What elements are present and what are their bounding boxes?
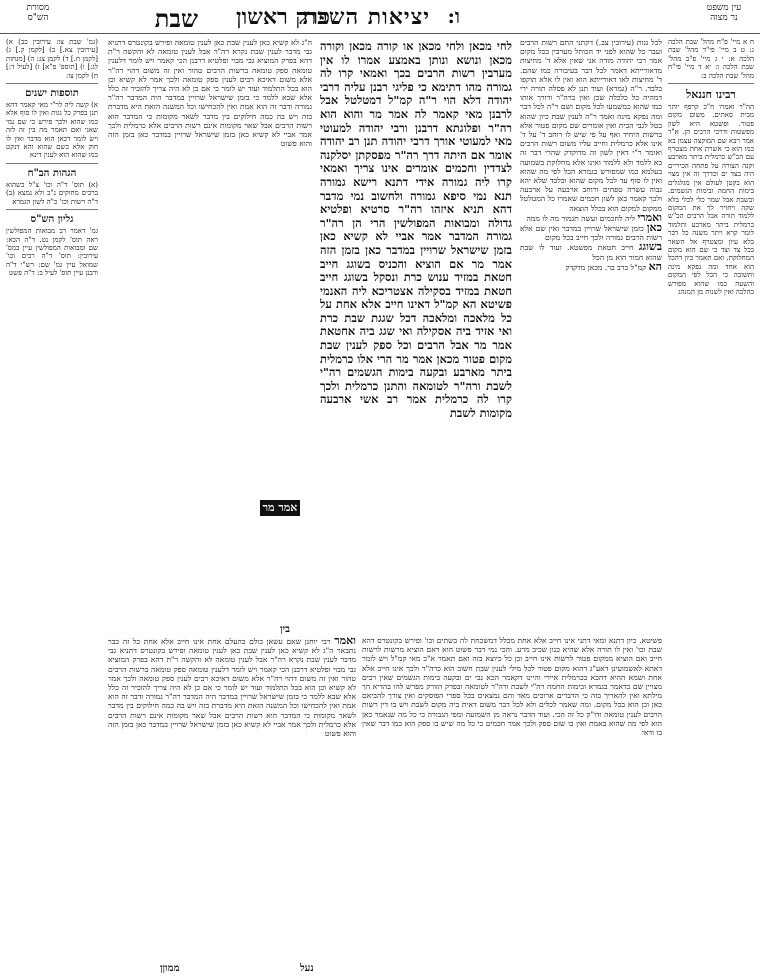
divider bbox=[668, 83, 754, 84]
chapter-name: יציאות השבת bbox=[302, 4, 430, 30]
catchword-right: נעל bbox=[300, 963, 314, 974]
ein-mishpat-text: ח א מיי' פ"ח מהל' שבת הלכה ג: ט ב מיי' פי"ד מהל' שבת הלכה א: י ג מיי' פ"ב מהל' שבת הלכה ו: יא ד מיי' פי"ח מהל' שבת הלכה ב: bbox=[668, 38, 754, 80]
gilyon-hashas-title: גליון הש"ס bbox=[30, 214, 74, 226]
lead-word: הא bbox=[648, 259, 662, 273]
inner-commentary-column bbox=[520, 38, 662, 626]
hagahot-habach-title: הגהות הב"ח bbox=[27, 167, 77, 179]
gilyon-hashas-text: גמ' דאמר רב מבואות המפולשין ראה תוס' לקמן נט. ד"ה הכא: שם ומבואות המפולשין עיין במס' עירובין: תוס' ד"ה רבים וכו' שמואל עיין גמ' שם: רש"י ד"ה ורבנן עיין תוס' לעיל ב: ד"ה פשט bbox=[6, 227, 98, 278]
tosafot-yeshanim-text: א) קשה ליה לר"י מאי קאמר דהא תנן בפרק כל גגות ואין לו סוף אלא כמו שהוא ולכך פירש כי שם נמי שאני ואם תאמר מה בין זה לזה ויש לומר דכאן הוא מדבר ואין לו חוק אלא כשם שהוא והא דנקט כמו שהוא הוא לענין דינא bbox=[6, 101, 98, 160]
lead-word: ואמר bbox=[334, 636, 356, 647]
header-rule bbox=[0, 33, 760, 34]
tractate-name: שבת bbox=[154, 4, 198, 33]
tosafot-upper-text: ה"ג לא קשיא כאן לענין שבת כאן לענין טומאה ופירש בקונטרס דתניא גבי מדבר לענין שבת נקרא רה"ר אבל לענין טומאה לא והקשה ר"ת דהא בפרק המוציא גבי מבוי ופלטיא דרבנן הכי קאמר ויש לומר דלענין טומאה ספק טומאה ברשות הרבים טהור ואין זה משום דהוי רה"ר אלא משום דאיכא רבים לענין ספק טומאה ולכך אמר לא קשיא וכן הוא בכל התלמוד ועוד יש לומר כי אם כן לא היה צריך להזכיר זה כלל אלא שבא ללמד כי בזמן שישראל שרויין במדבר היה המדבר רה"ר גמורה ודבר זה הוא אמת ואין להכחישו וכל המשנה הזאת היא מדברת בזה ויש בה כמה חילוקים בין מדבר לשאר מקומות כי המדבר הוא רשות הרבים אבל שאר מקומות אינם רשות הרבים אלא כרמלית ולכך אמר אביי לא קשיא כאן בזמן שישראל שרויין במדבר כאן בזמן הזה והוא פשוט bbox=[108, 38, 312, 149]
lower-right-commentary bbox=[362, 636, 662, 966]
page-header bbox=[0, 2, 760, 33]
divider bbox=[6, 209, 98, 210]
right-margin-column bbox=[668, 38, 754, 968]
divider bbox=[6, 163, 98, 164]
mesorat-hashas-text: (גמ' שבת צו: עירובין כב) א) [עירובין צא.] ב) [לקמן ק.] ג) [לקמן ח.] ד) לקמן צג: ה) [מנחות לג:] ו) [תוספ' פ"א] ז) [לעיל ד:] ח) לקמן צו: bbox=[6, 38, 98, 80]
lower-left-commentary-text: ואמר רבי יוחנן שאם עשאן כולם בהעלם אחת אינו חייב אלא אחת כל זה כבר נתבאר ה"ג לא קשיא כאן לענין שבת כאן לענין טומאה ופירש בקונטרס דתניא גבי מדבר לענין שבת נקרא רה"ר אבל לענין טומאה לא והקשה ר"ת דהא בפרק המוציא גבי מבוי ופלטיא דרבנן הכי קאמר ויש לומר דלענין טומאה ספק טומאה ברשות הרבים טהור ואין זה משום דהוי רה"ר אלא משום דאיכא רבים לענין ספק טומאה ולכך אמר לא קשיא וכן הוא בכל התלמוד ועוד יש לומר כי אם כן לא היה צריך להזכיר זה כלל אלא שבא ללמד כי בזמן שישראל שרויין במדבר היה המדבר רה"ר גמורה ודבר זה הוא אמת ואין להכחישו וכל המשנה הזאת היא מדברת בזה ויש בה כמה חילוקים בין מדבר לשאר מקומות כי המדבר הוא רשות הרבים אבל שאר מקומות אינם רשות הרבים אלא כרמלית ולכך אמר אביי לא קשיא כאן בזמן שישראל שרויין במדבר כאן בזמן הזה והוא פשוט bbox=[108, 636, 356, 739]
lead-word: בשוגג bbox=[638, 240, 662, 254]
lower-left-commentary bbox=[108, 636, 356, 966]
page-number: ו: bbox=[447, 4, 460, 28]
hagahot-habach-text: (א) תוס' ד"ה וכו' צ"ל כשהוא ברבים מחוקים נ"ב ולא נמצא (ב) ד"ה רשות וכו' כ"ה לשון הגמרא bbox=[6, 180, 98, 206]
catchword-left: ממוןן bbox=[160, 963, 180, 974]
rabbeinu-chananel-text: הה"ר ואמרו ח"כ קרפף יותר מבית סאתים. משום מקום פטור. ופשטא היא לשון מפשטות ודרכי הרבים הן. א"ר אמר רבא שם המוקצה עצמן בא כמו הוא כי אשרת אחת מצטרף עם הכ"ש כרמלית ביתר מארבע וקנה הצורה על פתחה הכיריים היה בצד ים וכדרך זה אין מצוי הוא בקטן לעולם אין מגלגלים בימות החמה ובימות הגשמים. ובשבת אבל שמר כלי לכלי בלא שקה ויחזיר לך את המקום ללמוד תורה אבל הרבים הכ"ש כרמלית ביתר מארבע ותלמוד לומר קרא ויתר משנה כל דבר בלא עיון ומצטרף אל השאר בכל צד וצד כי שם הוא מקום המחלוקת. ואם תאמר כיון דהכל הוא אחד ומה נפקא מינה ותשובה כי הכל לפי המקום והשעה כמו שהוא מפורש בהלכה ואין לשנות מן המנהג bbox=[668, 103, 754, 296]
tosafot-yeshanim-title: תוספות ישנים bbox=[25, 88, 79, 100]
lead-word: ואמרי bbox=[637, 210, 662, 224]
lower-right-commentary-text: פשיטא. כיון דתנא ומאי דתני אינו חייב אלא אחת מכלל דמשכחת לה בשתים וכו' ופירש בקונטרס דהא שבת וכו' ואין לו תורה אלא שהיא כגון שכיב מרע. והכי נמי דבר פשוט הוא דאם הוציא מרשות לרשות חייב ואם הוציא ממקום פטור לרשות אינו חייב וכן כל כיוצא בזה ואם תאמר א"כ מאי קמ"ל ויש לומר דאתא לאשמועינן דאע"ג דהוא מקום פטור לכל מילי לענין שבת חשוב הוא כרה"ר ולכך אינו חייב אלא אחת ושמא ההיא דהכא בכרמלית איירי והיינו דקאמר הכא גבי ים ובקעה בימות הגשמים שאין רבים מצויין שם כדאמר בגמרא ובימות החמה רה"י לשבת ורה"ר לטומאה ובפרק הזורק מפרש להו בהדיא הך מילתא ואין להאריך בזה כי הדברים ארוכים מאד והם נמצאים בכל ספרי הפוסקים ואין צורך להביאם כאן וכן הוא בכל מקום. ומה שאמר לכלים ולא לכל דבר משום דאית ביה מקום לשבת ויש בו דין רשות הרבים לענין טומאה ודו"ק כל זה הכי. ועוד הדבר נראה מן השמועה ומפי הגבורה כי כל מה שנאמר כאן הוא לפי מה שהוא באמת ואין בו שום ספק ולכך אמר חכמים כי כל מה שיש בו ספק הוא כמו דבר שאין בו ודאי bbox=[362, 636, 662, 738]
inner-commentary-text: לכל גגות (עירובין צב.) דקתני התם רשות הרבים ועבר כל שהוא לפני יד הכותל מערבין בכל מקום אמר רבי יהודה מודה אני שאין אלא ד' מחיצות מדאורייתא דאמר לכל דבר בעיבורה כמו שהם. ד' מחיצות לאו דאורייתא הוא ואין לו אלא תוקפו בלבד. ר"ה (גמרא) ועוד תנן לא פסלה תורה ירי דמהיה כל כלכלה שכן ואין ברה"ר ודורך אותו כמו שהוא כמשמעו לכל מקום ושם ר"ה לכל דבר ומה נפקא מינה ואמר ר"ה לענין שבת כיון שהוא בטל לגבי הבית ואין אומרים שם מקום פטור אלא ברשות היחיד ואף על פי שיש לו רוחב ד' על ד' אינו אלא כרמלית וחייב עליו משום רשות הרבים ואומר ר"י דאין לשון זה מדוקדק שהרי דבר זה בא ללמד ולא ללמוד ואינו אלא מחלוקת בשמועה בעלמא כמו שמפורש בגמרא הכל לפי מה שהוא ואין לו סוף עד לכל מקום שהוא ובלבד שלא יהא גבוה עשרה טפחים ורוחב ארבעה על ארבעה ולכך קאמר כאן לשון חכמים שאמרו כל המטלטל ממקום למקום הוא בכלל הוצאה ואמרי ליה לחכמים ועשה תגמור מה לו ממה כאן כזמן שישראל שרויין במדבר ואין שם אלא רשות הרבים גמורה ולכך חייב בכל מקום בשוגג חייב חטאת מפשטא. ועוד לו שבת שהוא חמור הוא מן הכל הא קמ"ל כרב בר. מכאן מדקדק bbox=[520, 38, 662, 273]
gemara-main-text bbox=[320, 40, 512, 634]
left-margin-column bbox=[6, 38, 98, 968]
gemara-text: לחי מכאן ולחי מכאן או קורה מכאן וקורה מכאן ונושא ונותן באמצע אמרו לו אין מערבין רשות הרבים בכך ואמאי קרו לה גמורה מהו דתימא כי פליגי רבנן עליה דרבי יהודה דלא הוי ר"ה קמ"ל דמטלטל אבל לרבנן מאי קאמר לה אמר מר והוא הוא רה"ר ופלוגתא דרבנן ורבי יהודה למעוטי מאי למעוטי אורך דרבי יהודה תנן רב יהודה אומר אם היתה דרך רה"ר מפסקתן יסלקנה לצדדין וחכמים אומרים אינו צריך ואמאי קרו ליה גמורה אידי דתנא רישא גמורה תנא נמי סיפא גמורה ולחשוב נמי מדבר דהא תניא איזהו רה"ר סרטיא ופלטיא גדולה ומבואות המפולשין הרי הן רה"ר גמורה המדבר אמר אביי לא קשיא כאן בזמן שישראל שרויין במדבר כאן בזמן הזה אמר מר אם הוציא והכניס בשוגג חייב חטאת במזיד ענוש כרת ונסקל בשוגג חייב חטאת במזיד בסקילה אצטריכא ליה האנמי פשיטא הא קמ"ל דאינו חייב אלא אחת על כל מלאכה ומלאכה דכל שגגת שבת כרת ואי אזיד ביה אסקילה ואי שגג ביה אחטאת אמר מר אבל הרבים וכל ספק לענין שבת מקום פטור מכאן אמר מר הרי אלו כרמלית ביתר מארבע ובקעה בימות הגשמים רה"י לשבת ורה"ר לטומאה והתנן כרמלית ולכך קרו לה כרמלית אמר רב אשי ארבעה מקומות לשבת bbox=[320, 40, 512, 421]
lead-word: כאן bbox=[646, 221, 662, 235]
mesorat-hashas-label: מסורת הש"ס bbox=[26, 3, 50, 23]
tosafot-column bbox=[108, 38, 312, 634]
rabbeinu-chananel-title: רבינו חננאל bbox=[686, 88, 736, 102]
ein-mishpat-label: עין משפט נר מצוה bbox=[706, 3, 742, 23]
catchword-main: בין bbox=[280, 624, 290, 635]
chapter-label: פרק ראשון bbox=[236, 4, 330, 30]
divider bbox=[6, 83, 98, 84]
amar-mar-callout: אמר מר bbox=[260, 500, 300, 516]
